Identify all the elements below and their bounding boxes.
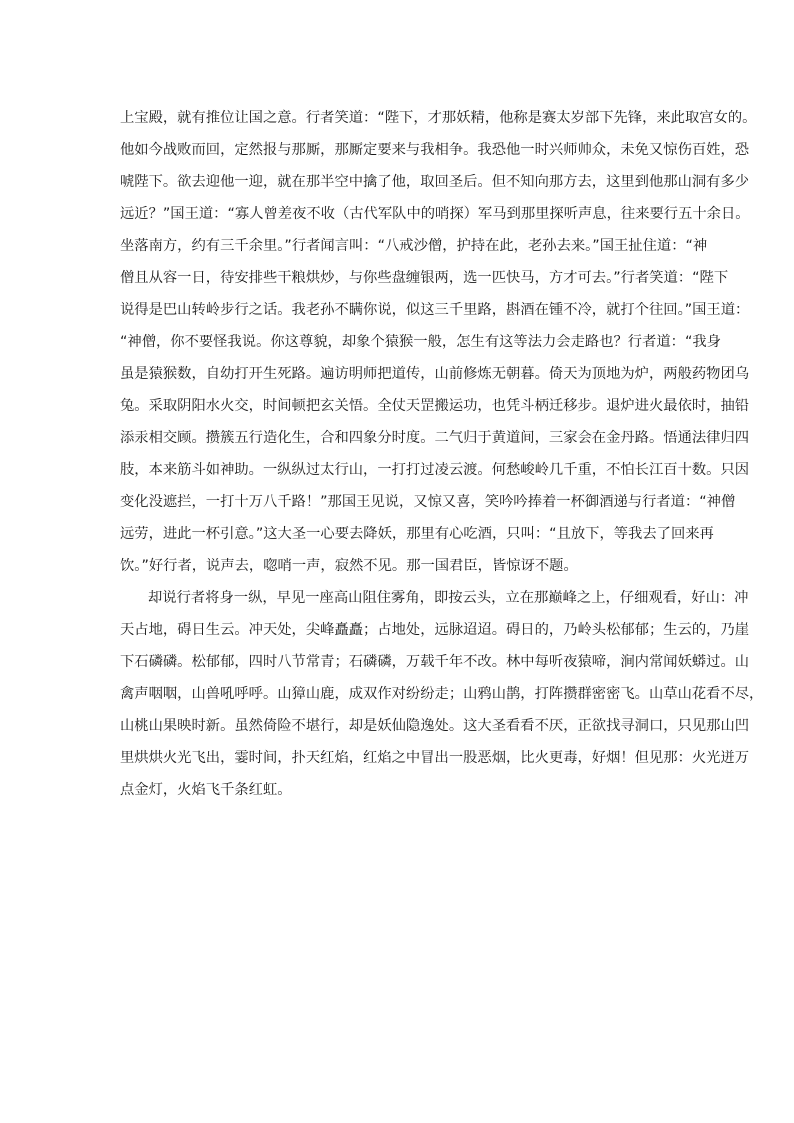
text-line: “神僧，你不要怪我说。你这尊貌，却象个猿猴一般，怎生有这等法力会走路也？行者道：“我身 (120, 334, 721, 350)
text-line: 添汞相交顾。攒簇五行造化生，合和四象分时度。二气归于黄道间，三家会在金丹路。悟通法律归四 (120, 430, 750, 446)
document-body (120, 102, 764, 806)
text-line: 饮。”好行者，说声去，唿哨一声，寂然不见。那一国君臣，皆惊讶不题。 (120, 558, 578, 574)
text-line: 远劳，进此一杯引意。”这大圣一心要去降妖，那里有心吃酒，只叫：“且放下，等我去了回来再 (120, 526, 714, 542)
text-line: 肢，本来筋斗如神助。一纵纵过太行山，一打打过凌云渡。何愁峻岭几千重，不怕长江百十数。只因 (120, 462, 750, 478)
text-line: 兔。采取阴阳水火交，时间顿把玄关悟。全仗天罡搬运功，也凭斗柄迁移步。退炉进火最依时，抽铅 (120, 398, 750, 414)
text-line: 点金灯，火焰飞千条红虹。 (120, 782, 292, 798)
text-line: 唬陛下。欲去迎他一迎，就在那半空中擒了他，取回圣后。但不知向那方去，这里到他那山洞有多少 (120, 174, 750, 190)
text-line: 禽声咽咽，山兽吼呼呼。山獐山鹿，成双作对纷纷走；山鸦山鹊，打阵攒群密密飞。山草山花看不尽， (120, 686, 764, 702)
text-line: 远近？”国王道：“寡人曾差夜不收（古代军队中的哨探）军马到那里探听声息，往来要行五十余日。 (120, 206, 750, 222)
text-line: 天占地，碍日生云。冲天处，尖峰矗矗；占地处，远脉迢迢。碍日的，乃岭头松郁郁；生云的，乃崖 (120, 622, 750, 638)
text-line: 说得是巴山转岭步行之话。我老孙不瞒你说，似这三千里路，斟酒在锺不冷，就打个往回。”国王道： (120, 302, 750, 318)
text-line: 僧且从容一日，待安排些干粮烘炒，与你些盘缠银两，选一匹快马，方才可去。”行者笑道：“陛下 (120, 270, 729, 286)
text-line: 山桃山果映时新。虽然倚险不堪行，却是妖仙隐逸处。这大圣看看不厌，正欲找寻洞口，只见那山凹 (120, 718, 750, 734)
text-line: 他如今战败而回，定然报与那厮，那厮定要来与我相争。我恐他一时兴师帅众，未免又惊伤百姓，恐 (120, 142, 750, 158)
paragraph-start-line: 却说行者将身一纵，早见一座高山阻住雾角，即按云头，立在那巅峰之上，仔细观看，好山：冲 (148, 590, 749, 606)
text-line: 里烘烘火光飞出，霎时间，扑天红焰，红焰之中冒出一股恶烟，比火更毒，好烟！但见那：火光迸万 (120, 750, 750, 766)
text-line: 变化没遮拦，一打十万八千路！”那国王见说，又惊又喜，笑吟吟捧着一杯御酒递与行者道：“神僧 (120, 494, 736, 510)
text-line: 上宝殿，就有推位让国之意。行者笑道：“陛下，才那妖精，他称是赛太岁部下先锋，来此取宫女的。 (120, 110, 757, 126)
text-line: 下石磷磷。松郁郁，四时八节常青；石磷磷，万载千年不改。林中每听夜猿啼，涧内常闻妖蟒过。山 (120, 654, 750, 670)
text-line: 虽是猿猴数，自幼打开生死路。遍访明师把道传，山前修炼无朝暮。倚天为顶地为炉，两般药物团乌 (120, 366, 750, 382)
text-line: 坐落南方，约有三千余里。”行者闻言叫：“八戒沙僧，护持在此，老孙去来。”国王扯住道：“神 (120, 238, 708, 254)
